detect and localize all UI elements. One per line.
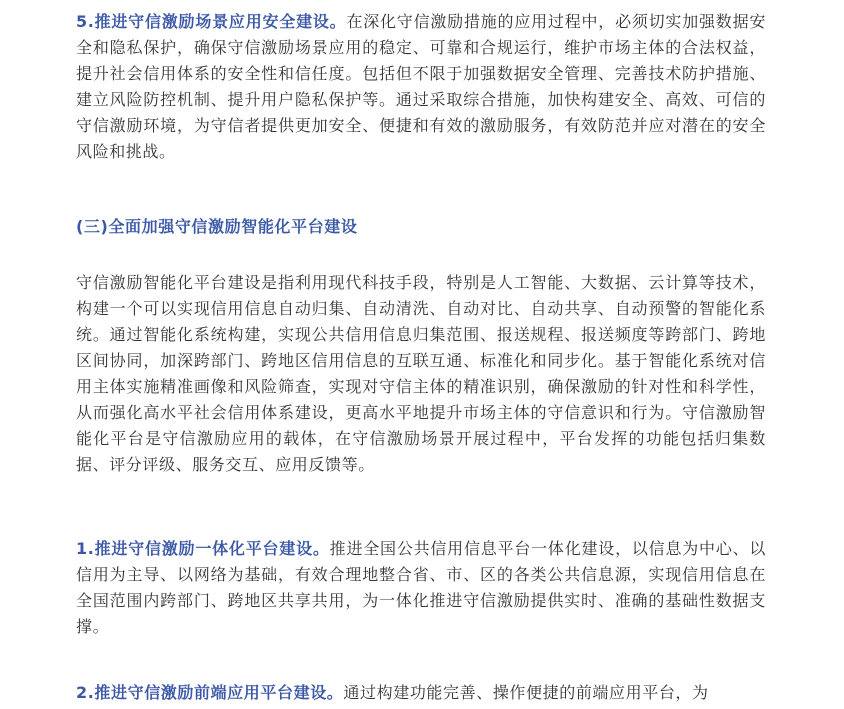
paragraph-body-1: 推进全国公共信用信息平台一体化建设，以信息为中心、以信用为主导、以网络为基础，有效合理地整合省、市、区的各类公共信息源，实现信用信息在全国范围内跨部门、跨地区共享共用，为一体化推进守信激励提供实时、准确的基础性数据支撑。	[76, 539, 766, 636]
paragraph-security-construction	[76, 9, 766, 165]
section-heading-3: (三)全面加强守信激励智能化平台建设	[76, 217, 358, 236]
paragraph-lead-2: 2.推进守信激励前端应用平台建设。	[76, 683, 344, 702]
paragraph-body-2: 通过构建功能完善、操作便捷的前端应用平台，为	[343, 683, 709, 702]
paragraph-lead-1: 1.推进守信激励一体化平台建设。	[76, 539, 330, 558]
paragraph-body-5: 在深化守信激励措施的应用过程中，必须切实加强数据安全和隐私保护，确保守信激励场景应用的稳定、可靠和合规运行，维护市场主体的合法权益，提升社会信用体系的安全性和信任度。包括但不限于加强数据安全管理、完善技术防护措施、建立风险防控机制、提升用户隐私保护等。通过采取综合措施，加快构建安全、高效、可信的守信激励环境，为守信者提供更加安全、便捷和有效的激励服务，有效防范并应对潜在的安全风险和挑战。	[76, 12, 766, 161]
paragraph-integrated-platform	[76, 536, 766, 640]
paragraph-intelligent-platform: 守信激励智能化平台建设是指利用现代科技手段，特别是人工智能、大数据、云计算等技术，构建一个可以实现信用信息自动归集、自动清洗、自动对比、自动共享、自动预警的智能化系统。通过智能化系统构建，实现公共信用信息归集范围、报送规程、报送频度等跨部门、跨地区间协同，加深跨部门、跨地区信用信息的互联互通、标准化和同步化。基于智能化系统对信用主体实施精准画像和风险筛查，实现对守信主体的精准识别，确保激励的针对性和科学性，从而强化高水平社会信用体系建设，更高水平地提升市场主体的守信意识和行为。守信激励智能化平台是守信激励应用的载体，在守信激励场景开展过程中，平台发挥的功能包括归集数据、评分评级、服务交互、应用反馈等。	[76, 273, 766, 474]
paragraph-lead-5: 5.推进守信激励场景应用安全建设。	[76, 12, 347, 31]
paragraph-frontend-platform	[76, 680, 766, 706]
